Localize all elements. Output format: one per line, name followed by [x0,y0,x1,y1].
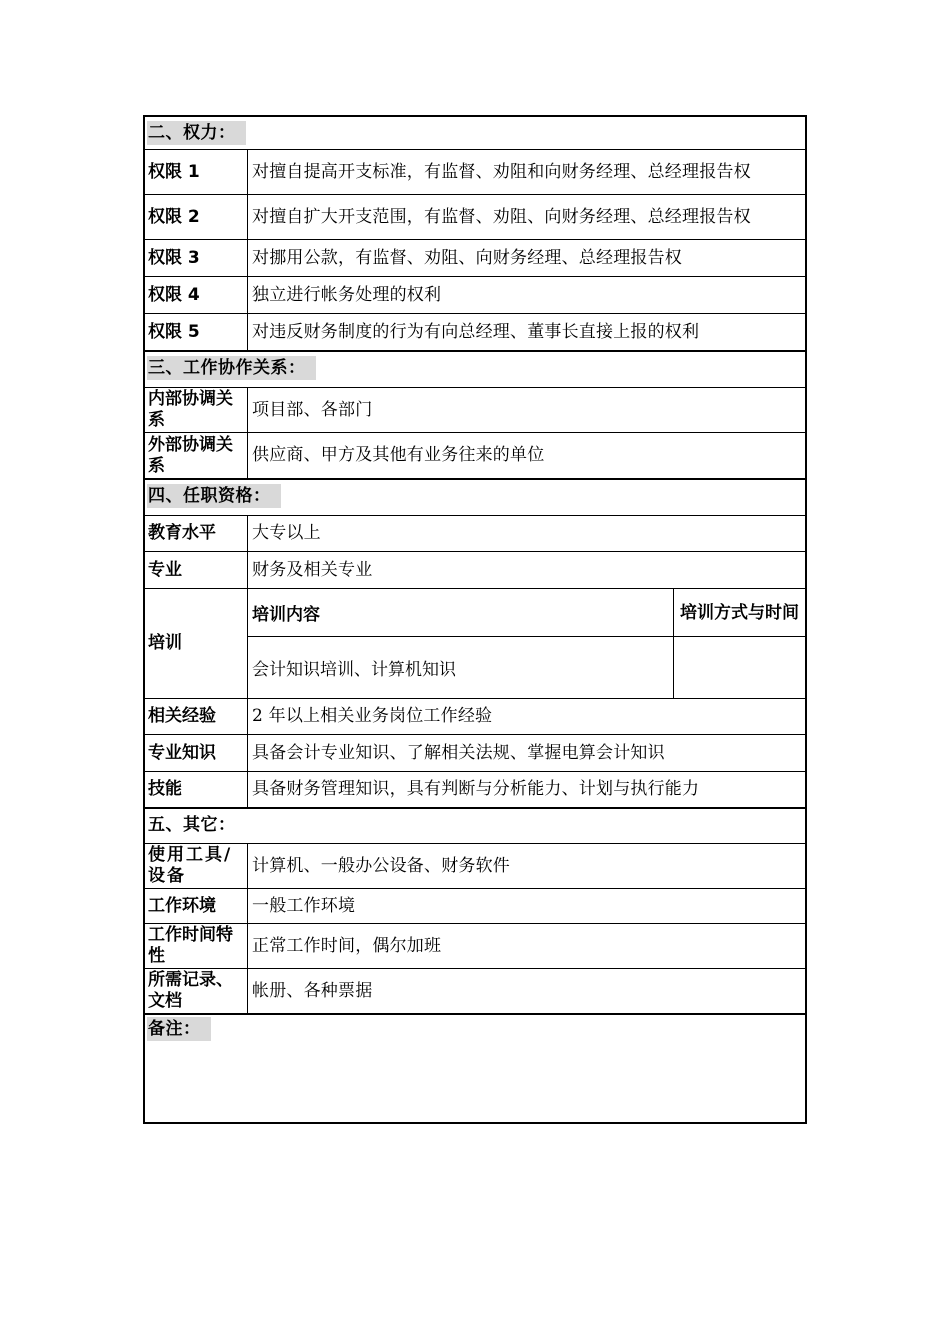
qualification-row-education [145,515,805,551]
row-label: 相关经验 [145,699,248,734]
qualification-row-experience [145,698,805,734]
section-title: 四、任职资格： [147,484,281,508]
row-label: 权限 5 [145,314,248,350]
row-label: 权限 2 [145,195,248,239]
authority-row-1 [145,149,805,194]
cooperation-row-internal [145,387,805,432]
section-header-other [145,807,805,843]
row-label: 专业知识 [145,735,248,771]
row-value: 帐册、各种票据 [252,980,373,1001]
qualification-row-skills [145,771,805,807]
row-value: 正常工作时间，偶尔加班 [252,935,442,956]
row-label: 工作时间特性 [145,924,248,968]
qualification-row-major [145,551,805,588]
row-value: 大专以上 [252,523,321,543]
row-value: 具备会计专业知识、了解相关法规、掌握电算会计知识 [252,742,665,763]
remarks-section [145,1013,805,1122]
authority-row-4 [145,276,805,313]
row-label: 内部协调关系 [145,388,248,432]
section-header-qualification [145,478,805,515]
row-label: 权限 4 [145,277,248,313]
training-method-header-cell [674,589,805,637]
authority-row-5 [145,313,805,350]
row-value: 项目部、各部门 [252,399,373,420]
training-method-cell [674,637,805,698]
row-label: 所需记录、文档 [145,969,248,1013]
row-value: 独立进行帐务处理的权利 [252,284,442,305]
row-value: 具备财务管理知识，具有判断与分析能力、计划与执行能力 [252,779,700,799]
cooperation-row-external [145,432,805,478]
qualification-row-training [145,588,805,698]
training-content-header-cell [248,589,674,637]
other-row-tools [145,843,805,888]
other-row-records [145,968,805,1013]
row-value: 对擅自扩大开支范围，有监督、劝阻、向财务经理、总经理报告权 [252,206,751,227]
authority-row-3 [145,239,805,276]
qualification-row-knowledge [145,734,805,771]
row-label: 专业 [145,552,248,588]
other-row-environment [145,888,805,923]
row-label: 技能 [145,772,248,807]
job-description-table [143,115,807,1124]
row-value: 2 年以上相关业务岗位工作经验 [252,706,493,726]
section-title: 三、工作协作关系： [147,356,316,380]
row-label: 工作环境 [145,889,248,923]
training-method-header: 培训方式与时间 [680,602,799,623]
row-label: 使用工具/设备 [145,844,248,888]
row-value: 财务及相关专业 [252,559,373,580]
row-label: 教育水平 [145,516,248,551]
section-header-power [145,117,805,149]
section-title: 二、权力： [147,121,246,145]
training-content-cell [248,637,674,698]
row-value: 计算机、一般办公设备、财务软件 [252,855,510,876]
row-value: 一般工作环境 [252,895,356,916]
authority-row-2 [145,194,805,239]
row-value: 对违反财务制度的行为有向总经理、董事长直接上报的权利 [252,321,700,342]
row-value: 对擅自提高开支标准，有监督、劝阻和向财务经理、总经理报告权 [252,161,751,182]
section-header-cooperation [145,350,805,387]
training-content: 会计知识培训、计算机知识 [252,660,456,680]
row-label: 培训 [145,589,248,698]
section-title: 五、其它： [148,815,236,835]
row-value: 对挪用公款，有监督、劝阻、向财务经理、总经理报告权 [252,247,682,268]
other-row-work-time [145,923,805,968]
row-label: 外部协调关系 [145,433,248,478]
row-label: 权限 3 [145,240,248,276]
row-value: 供应商、甲方及其他有业务往来的单位 [252,445,545,465]
remarks-title: 备注： [147,1017,211,1041]
row-label: 权限 1 [145,150,248,194]
training-content-header: 培训内容 [252,605,320,625]
